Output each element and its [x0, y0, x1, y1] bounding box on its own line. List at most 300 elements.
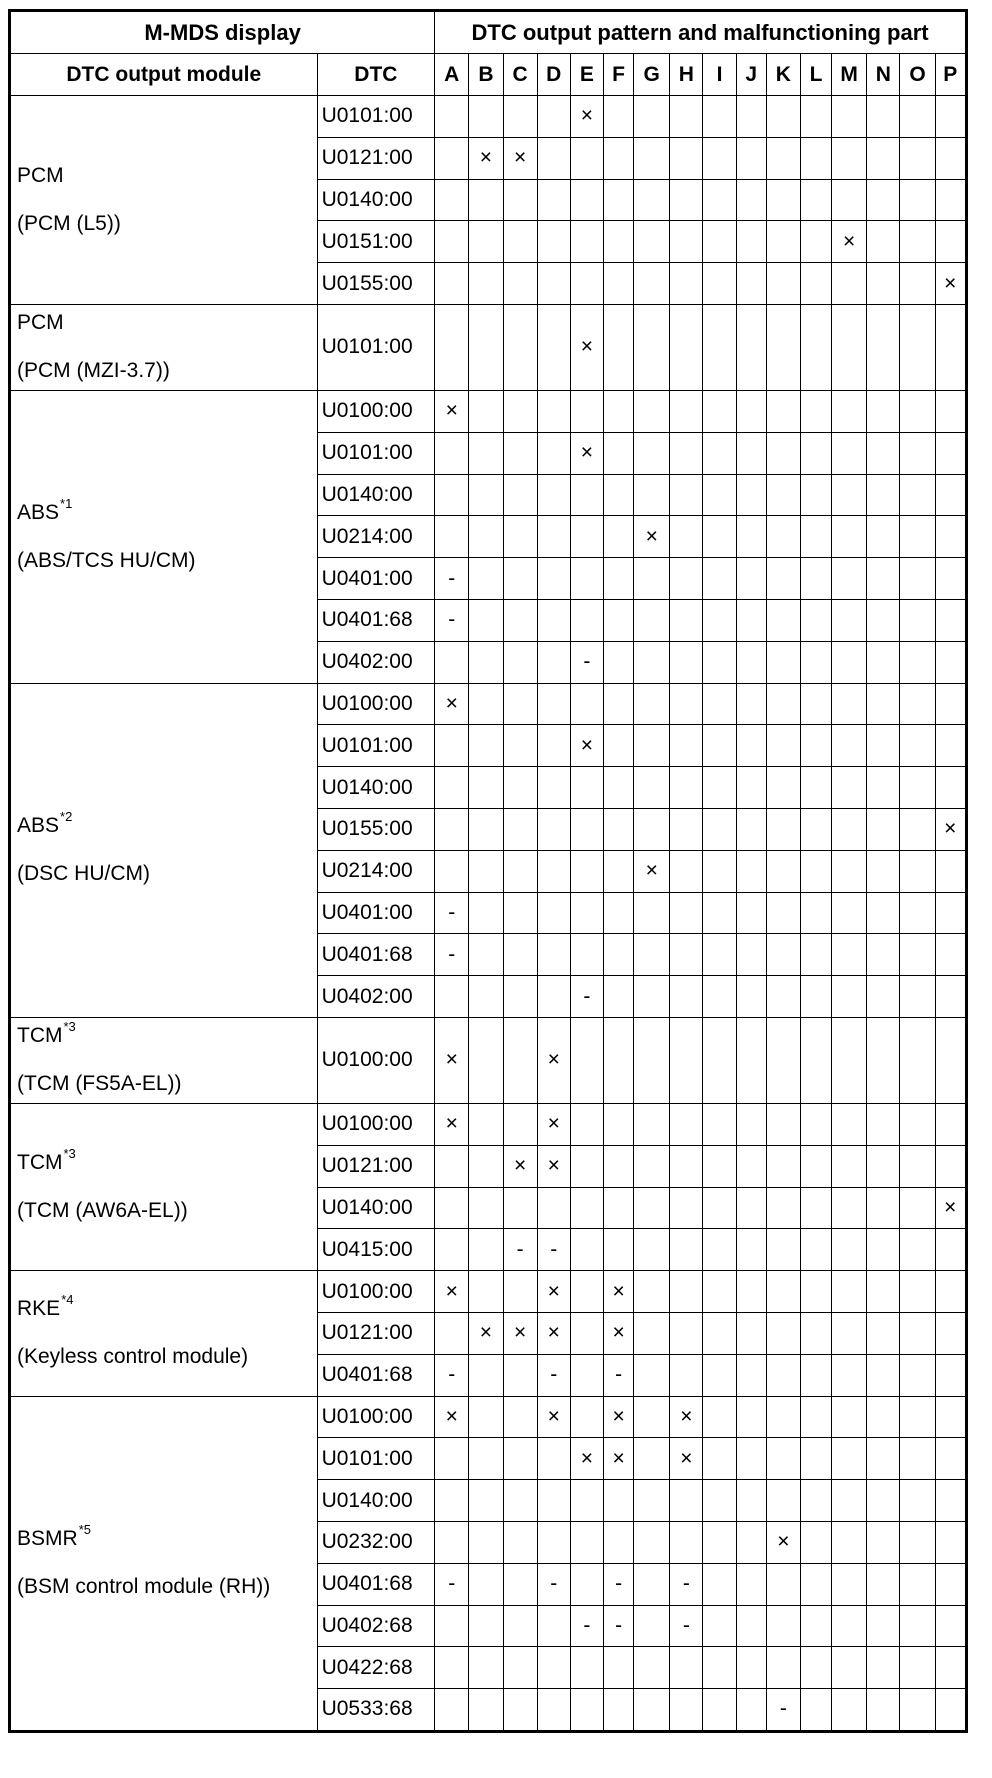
module-detail: (BSM control module (RH))	[17, 1575, 271, 1599]
pattern-cell-f	[604, 1017, 634, 1103]
pattern-cell-c	[503, 1103, 537, 1145]
module-name	[17, 1292, 317, 1322]
pattern-cell-i	[703, 179, 736, 221]
pattern-cell-d	[537, 221, 570, 263]
pattern-cell-k	[766, 1605, 800, 1647]
pattern-cell-p	[935, 725, 966, 767]
pattern-cell-k	[766, 1438, 800, 1480]
pattern-cell-l	[800, 474, 831, 516]
pattern-cell-p	[935, 221, 966, 263]
dtc-code: U0151:00	[317, 221, 435, 263]
pattern-cell-a	[435, 1689, 469, 1732]
pattern-cell-k: ×	[766, 1521, 800, 1563]
dtc-code: U0401:68	[317, 934, 435, 976]
module-cell	[10, 304, 318, 390]
pattern-cell-o	[900, 976, 935, 1018]
pattern-cell-g	[634, 892, 670, 934]
footnote-ref: *1	[60, 495, 73, 511]
pattern-cell-i	[703, 808, 736, 850]
module-name-text: PCM	[17, 163, 64, 187]
pattern-cell-e	[570, 179, 603, 221]
footnote-ref: *3	[63, 1019, 76, 1035]
pattern-cell-h	[670, 390, 703, 432]
pattern-cell-h	[670, 1103, 703, 1145]
pattern-letter-j: J	[736, 54, 766, 96]
pattern-cell-f	[604, 1689, 634, 1732]
pattern-cell-d	[537, 683, 570, 725]
pattern-cell-d	[537, 850, 570, 892]
pattern-cell-i	[703, 1480, 736, 1522]
pattern-cell-m	[832, 725, 867, 767]
pattern-cell-f	[604, 263, 634, 305]
pattern-cell-m	[832, 767, 867, 809]
pattern-cell-l	[800, 599, 831, 641]
pattern-cell-k	[766, 1563, 800, 1605]
pattern-cell-n	[867, 516, 900, 558]
pattern-cell-h	[670, 1187, 703, 1229]
pattern-cell-g	[634, 1312, 670, 1354]
pattern-cell-b	[469, 1145, 503, 1187]
pattern-cell-k	[766, 767, 800, 809]
module-name-text: ABS	[17, 500, 60, 524]
table-row	[10, 683, 967, 725]
pattern-cell-b	[469, 1271, 503, 1313]
pattern-cell-m	[832, 304, 867, 390]
pattern-cell-h	[670, 432, 703, 474]
pattern-cell-f	[604, 304, 634, 390]
pattern-cell-m	[832, 1480, 867, 1522]
pattern-cell-b	[469, 1017, 503, 1103]
module-detail: (TCM (FS5A-EL))	[17, 1072, 182, 1096]
pattern-cell-n	[867, 641, 900, 683]
pattern-cell-b	[469, 1354, 503, 1396]
dtc-header: DTC	[317, 54, 435, 96]
pattern-cell-g	[634, 1480, 670, 1522]
pattern-cell-c: ×	[503, 137, 537, 179]
pattern-cell-i	[703, 432, 736, 474]
pattern-cell-c	[503, 1521, 537, 1563]
pattern-cell-f	[604, 683, 634, 725]
pattern-cell-f	[604, 1480, 634, 1522]
pattern-cell-m	[832, 934, 867, 976]
pattern-cell-d: -	[537, 1354, 570, 1396]
pattern-cell-n	[867, 1647, 900, 1689]
pattern-cell-b	[469, 1563, 503, 1605]
pattern-cell-o	[900, 1396, 935, 1438]
pattern-cell-e: ×	[570, 304, 603, 390]
dtc-code: U0100:00	[317, 390, 435, 432]
pattern-cell-i	[703, 1438, 736, 1480]
pattern-cell-o	[900, 221, 935, 263]
pattern-cell-f	[604, 934, 634, 976]
pattern-cell-f	[604, 179, 634, 221]
pattern-cell-j	[736, 1438, 766, 1480]
pattern-cell-b	[469, 474, 503, 516]
pattern-cell-f: ×	[604, 1271, 634, 1313]
pattern-cell-d	[537, 599, 570, 641]
pattern-cell-g	[634, 1396, 670, 1438]
pattern-cell-c	[503, 641, 537, 683]
pattern-cell-n	[867, 1271, 900, 1313]
pattern-cell-d	[537, 892, 570, 934]
pattern-cell-j	[736, 892, 766, 934]
dtc-code: U0101:00	[317, 725, 435, 767]
pattern-cell-b	[469, 976, 503, 1018]
pattern-cell-k	[766, 1480, 800, 1522]
pattern-cell-f	[604, 767, 634, 809]
module-detail: (Keyless control module)	[17, 1345, 249, 1369]
pattern-cell-e	[570, 1480, 603, 1522]
pattern-cell-a	[435, 1647, 469, 1689]
pattern-cell-o	[900, 1521, 935, 1563]
pattern-cell-c	[503, 516, 537, 558]
pattern-cell-e	[570, 892, 603, 934]
pattern-cell-o	[900, 850, 935, 892]
pattern-cell-e: -	[570, 641, 603, 683]
pattern-cell-b	[469, 432, 503, 474]
pattern-cell-f	[604, 221, 634, 263]
pattern-cell-l	[800, 1354, 831, 1396]
pattern-cell-f	[604, 96, 634, 138]
pattern-cell-e	[570, 808, 603, 850]
pattern-cell-c	[503, 558, 537, 600]
pattern-cell-n	[867, 976, 900, 1018]
pattern-cell-j	[736, 1480, 766, 1522]
pattern-cell-c	[503, 1017, 537, 1103]
module-cell	[10, 1103, 318, 1270]
dtc-code: U0140:00	[317, 179, 435, 221]
module-cell	[10, 96, 318, 305]
pattern-cell-i	[703, 221, 736, 263]
pattern-cell-m	[832, 1521, 867, 1563]
table-row	[10, 1396, 967, 1438]
pattern-cell-g	[634, 1271, 670, 1313]
pattern-cell-k	[766, 304, 800, 390]
pattern-cell-c	[503, 304, 537, 390]
pattern-cell-e	[570, 1187, 603, 1229]
pattern-cell-c: ×	[503, 1145, 537, 1187]
pattern-cell-l	[800, 390, 831, 432]
pattern-cell-d: ×	[537, 1017, 570, 1103]
module-name	[17, 1019, 317, 1049]
pattern-cell-b	[469, 767, 503, 809]
pattern-cell-j	[736, 599, 766, 641]
pattern-cell-g	[634, 1521, 670, 1563]
module-detail: (ABS/TCS HU/CM)	[17, 548, 196, 572]
pattern-cell-c	[503, 390, 537, 432]
pattern-cell-l	[800, 1229, 831, 1271]
pattern-cell-e: -	[570, 1605, 603, 1647]
pattern-cell-e	[570, 390, 603, 432]
pattern-cell-m	[832, 1145, 867, 1187]
pattern-cell-l	[800, 304, 831, 390]
pattern-cell-p	[935, 1521, 966, 1563]
pattern-cell-b	[469, 1229, 503, 1271]
pattern-cell-b	[469, 179, 503, 221]
module-name-text: BSMR	[17, 1526, 78, 1550]
dtc-code: U0401:00	[317, 892, 435, 934]
pattern-cell-o	[900, 1312, 935, 1354]
pattern-cell-k	[766, 1017, 800, 1103]
pattern-cell-p	[935, 641, 966, 683]
pattern-cell-o	[900, 934, 935, 976]
pattern-cell-e	[570, 1229, 603, 1271]
pattern-cell-l	[800, 934, 831, 976]
pattern-cell-b	[469, 96, 503, 138]
pattern-cell-g	[634, 808, 670, 850]
pattern-cell-a	[435, 304, 469, 390]
pattern-cell-i	[703, 1229, 736, 1271]
pattern-cell-f	[604, 892, 634, 934]
pattern-cell-c	[503, 263, 537, 305]
pattern-cell-p: ×	[935, 263, 966, 305]
pattern-cell-i	[703, 767, 736, 809]
pattern-cell-k	[766, 1103, 800, 1145]
pattern-cell-m	[832, 976, 867, 1018]
dtc-code: U0101:00	[317, 304, 435, 390]
pattern-cell-g	[634, 221, 670, 263]
pattern-cell-a: -	[435, 1354, 469, 1396]
table-row	[10, 1103, 967, 1145]
dtc-pattern-table	[8, 9, 968, 1733]
pattern-cell-d: ×	[537, 1271, 570, 1313]
pattern-cell-f: ×	[604, 1438, 634, 1480]
pattern-cell-j	[736, 683, 766, 725]
dtc-code: U0100:00	[317, 1017, 435, 1103]
dtc-code: U0121:00	[317, 1312, 435, 1354]
pattern-cell-m	[832, 808, 867, 850]
pattern-cell-f	[604, 1145, 634, 1187]
pattern-cell-k	[766, 221, 800, 263]
pattern-cell-h	[670, 474, 703, 516]
pattern-cell-c	[503, 808, 537, 850]
pattern-cell-c	[503, 1438, 537, 1480]
pattern-cell-g	[634, 96, 670, 138]
pattern-cell-k	[766, 179, 800, 221]
pattern-cell-o	[900, 137, 935, 179]
pattern-cell-d	[537, 96, 570, 138]
pattern-cell-n	[867, 934, 900, 976]
pattern-cell-b	[469, 263, 503, 305]
pattern-cell-h	[670, 304, 703, 390]
pattern-cell-c	[503, 1187, 537, 1229]
pattern-cell-j	[736, 1229, 766, 1271]
pattern-cell-l	[800, 641, 831, 683]
module-cell	[10, 390, 318, 683]
pattern-cell-e	[570, 1647, 603, 1689]
pattern-cell-k	[766, 1312, 800, 1354]
pattern-cell-a	[435, 725, 469, 767]
pattern-cell-d	[537, 725, 570, 767]
pattern-cell-p	[935, 1271, 966, 1313]
dtc-code: U0402:68	[317, 1605, 435, 1647]
pattern-cell-d: ×	[537, 1312, 570, 1354]
pattern-cell-l	[800, 1103, 831, 1145]
pattern-cell-f	[604, 1229, 634, 1271]
pattern-cell-h	[670, 1271, 703, 1313]
pattern-cell-i	[703, 96, 736, 138]
table-row	[10, 96, 967, 138]
pattern-cell-a: -	[435, 1563, 469, 1605]
pattern-cell-j	[736, 558, 766, 600]
pattern-cell-n	[867, 1689, 900, 1732]
pattern-cell-m	[832, 641, 867, 683]
pattern-cell-f: -	[604, 1563, 634, 1605]
pattern-cell-p	[935, 1145, 966, 1187]
pattern-cell-i	[703, 599, 736, 641]
pattern-cell-f	[604, 1647, 634, 1689]
pattern-cell-f	[604, 137, 634, 179]
pattern-cell-j	[736, 1396, 766, 1438]
pattern-cell-j	[736, 767, 766, 809]
pattern-cell-k	[766, 1396, 800, 1438]
pattern-cell-g	[634, 137, 670, 179]
pattern-cell-o	[900, 1563, 935, 1605]
pattern-cell-n	[867, 599, 900, 641]
pattern-cell-n	[867, 137, 900, 179]
pattern-cell-f	[604, 1103, 634, 1145]
pattern-cell-p	[935, 1438, 966, 1480]
pattern-cell-f	[604, 516, 634, 558]
pattern-cell-j	[736, 179, 766, 221]
pattern-cell-b	[469, 1480, 503, 1522]
pattern-cell-n	[867, 1438, 900, 1480]
pattern-cell-n	[867, 1521, 900, 1563]
pattern-cell-h	[670, 1312, 703, 1354]
dtc-code: U0232:00	[317, 1521, 435, 1563]
pattern-cell-o	[900, 1354, 935, 1396]
pattern-cell-j	[736, 1521, 766, 1563]
pattern-cell-h: -	[670, 1563, 703, 1605]
pattern-cell-e	[570, 850, 603, 892]
pattern-cell-b	[469, 599, 503, 641]
pattern-letter-i: I	[703, 54, 736, 96]
pattern-cell-n	[867, 1480, 900, 1522]
pattern-cell-h	[670, 558, 703, 600]
pattern-cell-a	[435, 137, 469, 179]
pattern-cell-l	[800, 1521, 831, 1563]
pattern-cell-m	[832, 432, 867, 474]
pattern-cell-p	[935, 304, 966, 390]
pattern-cell-n	[867, 767, 900, 809]
pattern-cell-b	[469, 1396, 503, 1438]
pattern-cell-m	[832, 390, 867, 432]
pattern-cell-g	[634, 1689, 670, 1732]
pattern-cell-l	[800, 137, 831, 179]
pattern-cell-f	[604, 850, 634, 892]
pattern-cell-j	[736, 96, 766, 138]
pattern-cell-p	[935, 976, 966, 1018]
pattern-cell-h	[670, 1647, 703, 1689]
module-name	[17, 1145, 317, 1176]
pattern-cell-d	[537, 808, 570, 850]
pattern-cell-c	[503, 474, 537, 516]
pattern-cell-m	[832, 1312, 867, 1354]
pattern-cell-n	[867, 1145, 900, 1187]
table-row	[10, 390, 967, 432]
pattern-cell-g	[634, 1563, 670, 1605]
pattern-cell-j	[736, 221, 766, 263]
pattern-cell-k: -	[766, 1689, 800, 1732]
pattern-cell-i	[703, 683, 736, 725]
pattern-cell-k	[766, 390, 800, 432]
pattern-cell-d	[537, 1187, 570, 1229]
pattern-cell-f	[604, 641, 634, 683]
pattern-cell-p	[935, 850, 966, 892]
pattern-cell-e	[570, 1521, 603, 1563]
pattern-cell-f: -	[604, 1354, 634, 1396]
pattern-cell-h: ×	[670, 1438, 703, 1480]
pattern-cell-g	[634, 725, 670, 767]
pattern-cell-b	[469, 725, 503, 767]
pattern-cell-g	[634, 263, 670, 305]
pattern-cell-k	[766, 1354, 800, 1396]
pattern-cell-k	[766, 96, 800, 138]
pattern-cell-p	[935, 1605, 966, 1647]
pattern-cell-b	[469, 850, 503, 892]
pattern-cell-g	[634, 1229, 670, 1271]
pattern-cell-k	[766, 1187, 800, 1229]
pattern-cell-h	[670, 1145, 703, 1187]
dtc-code: U0401:68	[317, 1563, 435, 1605]
pattern-cell-p	[935, 432, 966, 474]
pattern-cell-j	[736, 1354, 766, 1396]
pattern-cell-o	[900, 641, 935, 683]
dtc-code: U0121:00	[317, 1145, 435, 1187]
pattern-cell-c	[503, 1271, 537, 1313]
module-cell	[10, 1396, 318, 1731]
pattern-cell-l	[800, 767, 831, 809]
pattern-cell-e	[570, 1312, 603, 1354]
pattern-cell-o	[900, 390, 935, 432]
pattern-cell-a	[435, 1312, 469, 1354]
pattern-cell-k	[766, 432, 800, 474]
pattern-cell-f: -	[604, 1605, 634, 1647]
pattern-cell-a	[435, 179, 469, 221]
pattern-cell-n	[867, 1563, 900, 1605]
pattern-cell-j	[736, 850, 766, 892]
pattern-cell-g	[634, 683, 670, 725]
pattern-letter-a: A	[435, 54, 469, 96]
pattern-cell-e: ×	[570, 1438, 603, 1480]
module-name	[17, 495, 317, 526]
pattern-cell-a	[435, 263, 469, 305]
pattern-cell-b	[469, 1438, 503, 1480]
pattern-cell-d	[537, 1605, 570, 1647]
pattern-cell-g	[634, 390, 670, 432]
pattern-cell-a: ×	[435, 683, 469, 725]
header-row-2	[10, 54, 967, 96]
pattern-cell-b	[469, 1689, 503, 1732]
pattern-cell-d	[537, 1689, 570, 1732]
pattern-cell-m	[832, 1354, 867, 1396]
pattern-cell-j	[736, 304, 766, 390]
pattern-cell-o	[900, 179, 935, 221]
pattern-cell-p	[935, 892, 966, 934]
pattern-cell-b	[469, 808, 503, 850]
pattern-cell-g	[634, 558, 670, 600]
pattern-cell-h	[670, 1521, 703, 1563]
pattern-cell-i	[703, 1689, 736, 1732]
pattern-cell-i	[703, 1563, 736, 1605]
pattern-cell-m	[832, 1396, 867, 1438]
pattern-cell-l	[800, 516, 831, 558]
pattern-cell-m	[832, 1438, 867, 1480]
pattern-cell-e	[570, 934, 603, 976]
pattern-cell-f	[604, 1187, 634, 1229]
pattern-cell-c	[503, 767, 537, 809]
pattern-cell-c	[503, 892, 537, 934]
